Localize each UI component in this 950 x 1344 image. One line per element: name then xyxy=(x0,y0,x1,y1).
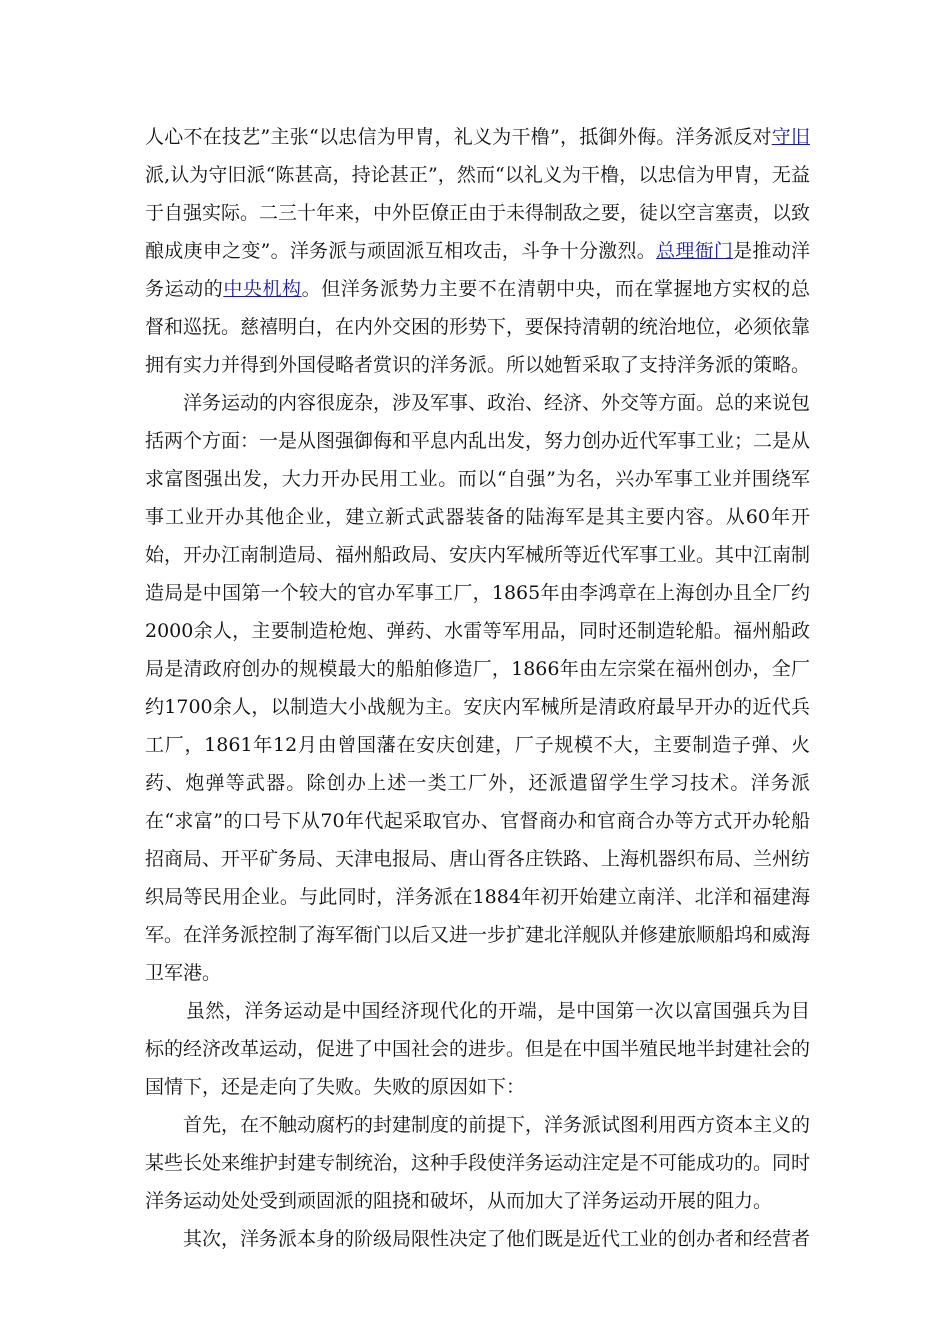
paragraph xyxy=(145,384,810,992)
paragraph-text: 其次，洋务派本身的阶级局限性决定了他们既是近代工业的创办者和经营者 xyxy=(183,1228,811,1250)
link-zhongyang-jigou[interactable]: 中央机构 xyxy=(223,278,302,300)
paragraph xyxy=(145,1220,810,1258)
paragraph xyxy=(145,1106,810,1220)
link-zongli-yamen[interactable]: 总理衙门 xyxy=(656,240,734,262)
document-body xyxy=(145,118,810,1258)
paragraph-text: 派,认为守旧派“陈甚高，持论甚正”，然而“以礼义为干橹，以忠信为甲胄，无益于自强实际。二三十年来，中外臣僚正由于未得制敌之要，徒以空言塞责，以致酿成庚申之变”。洋务派与顽固派互相攻击，斗争十分激烈。 xyxy=(145,164,811,262)
paragraph-text: 。但洋务派势力主要不在清朝中央，而在掌握地方实权的总督和巡抚。慈禧明白，在内外交困的形势下，要保持清朝的统治地位，必须依靠拥有实力并得到外国侵略者赏识的洋务派。所以她暂采取了支持洋务派的策略。 xyxy=(145,278,811,376)
paragraph-text: 虽然，洋务运动是中国经济现代化的开端，是中国第一次以富国强兵为目标的经济改革运动，促进了中国社会的进步。但是在中国半殖民地半封建社会的国情下，还是走向了失败。失败的原因如下： xyxy=(145,1000,811,1098)
paragraph-text: 首先，在不触动腐朽的封建制度的前提下，洋务派试图利用西方资本主义的某些长处来维护封建专制统治，这种手段使洋务运动注定是不可能成功的。同时洋务运动处处受到顽固派的阻挠和破坏，从而加大了洋务运动开展的阻力。 xyxy=(145,1114,811,1212)
link-shoujiu[interactable]: 守旧 xyxy=(771,126,810,148)
paragraph xyxy=(145,992,810,1106)
paragraph xyxy=(145,118,810,384)
paragraph-text: 人心不在技艺”主张“以忠信为甲胄，礼义为干橹”，抵御外侮。洋务派反对 xyxy=(145,126,772,148)
paragraph-text: 是推动洋务运动的 xyxy=(145,240,810,300)
paragraph-text: 洋务运动的内容很庞杂，涉及军事、政治、经济、外交等方面。总的来说包括两个方面：一是从图强御侮和平息内乱出发，努力创办近代军事工业；二是从求富图强出发，大力开办民用工业。而以“自强”为名，兴办军事工业并围绕军事工业开办其他企业，建立新式武器装备的陆海军是其主要内容。从60年开始，开办江南制造局、福州船政局、安庆内军械所等近代军事工业。其中江南制造局是中国第一个较大的官办军事工厂，1865年由李鸿章在上海创办且全厂约2000余人，主要制造枪炮、弹药、水雷等军用品，同时还制造轮船。福州船政局是清政府创办的规模最大的船舶修造厂，1866年由左宗棠在福州创办，全厂约1700余人，以制造大小战舰为主。安庆内军械所是清政府最早开办的近代兵工厂，1861年12月由曾国藩在安庆创建，厂子规模不大，主要制造子弹、火药、炮弹等武器。除创办上述一类工厂外，还派遣留学生学习技术。洋务派在“求富”的口号下从70年代起采取官办、官督商办和官商合办等方式开办轮船招商局、开平矿务局、天津电报局、唐山胥各庄铁路、上海机器织布局、兰州纺织局等民用企业。与此同时，洋务派在1884年初开始建立南洋、北洋和福建海军。在洋务派控制了海军衙门以后又进一步扩建北洋舰队并修建旅顺船坞和威海卫军港。 xyxy=(145,392,811,984)
